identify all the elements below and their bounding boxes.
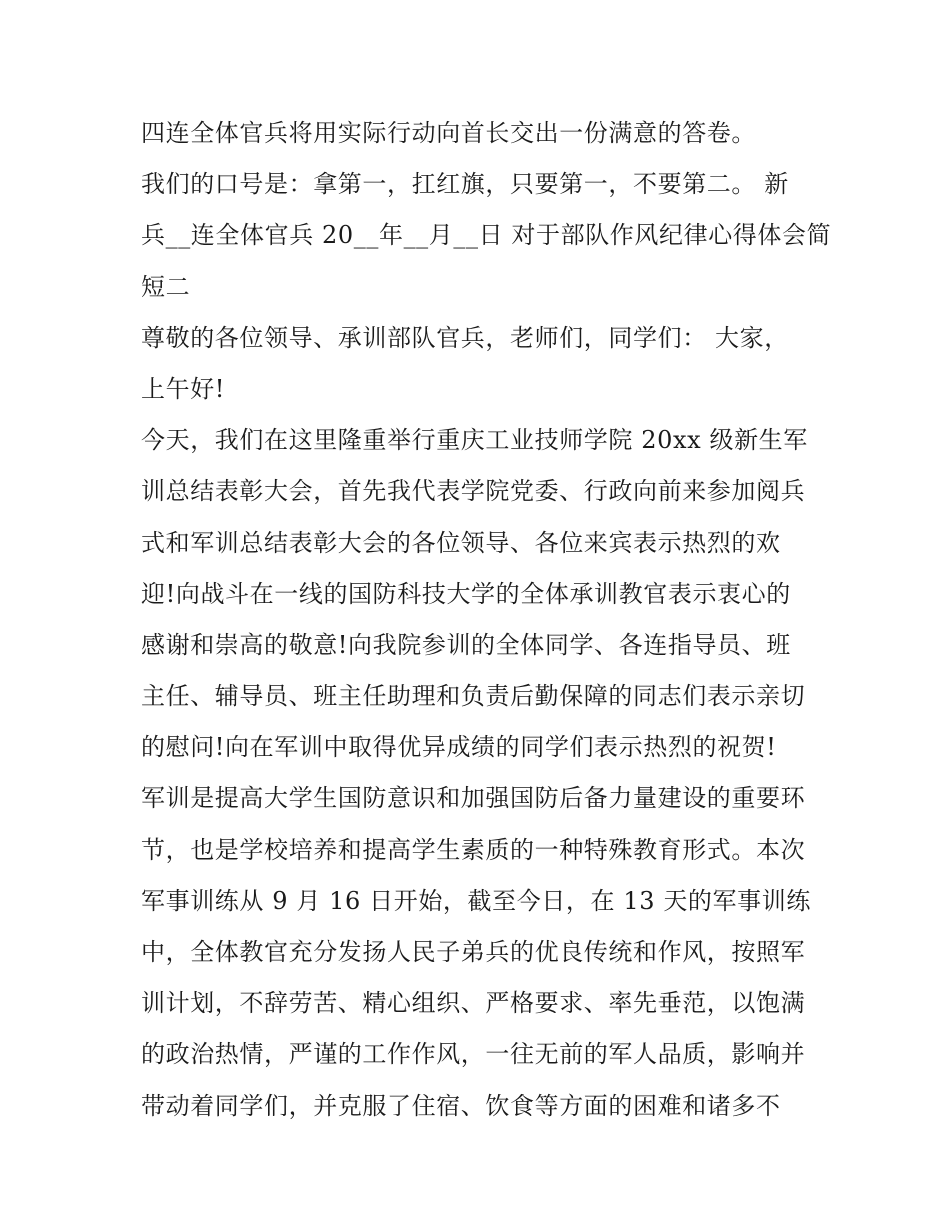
text-line: 短二 (141, 272, 191, 301)
text-line: 军训是提高大学生国防意识和加强国防后备力量建设的重要环 (141, 784, 806, 813)
text-line: 迎!向战斗在一线的国防科技大学的全体承训教官表示衷心的 (141, 579, 791, 608)
text-line: 主任、辅导员、班主任助理和负责后勤保障的同志们表示亲切 (141, 682, 806, 711)
text-line: 的慰问!向在军训中取得优异成绩的同学们表示热烈的祝贺! (141, 733, 777, 762)
text-line: 节，也是学校培养和提高学生素质的一种特殊教育形式。本次 (141, 835, 806, 864)
text-line: 上午好! (141, 374, 226, 403)
text-line: 训总结表彰大会，首先我代表学院党委、行政向前来参加阅兵 (141, 477, 806, 506)
document-body (141, 108, 832, 1132)
text-line: 我们的口号是：拿第一，扛红旗，只要第一，不要第二。 新 (141, 170, 789, 199)
text-line: 兵__连全体官兵 20__年__月__日 对于部队作风纪律心得体会简 (141, 221, 832, 250)
text-line: 的政治热情，严谨的工作作风，一往无前的军人品质，影响并 (141, 1040, 806, 1069)
text-line: 感谢和崇高的敬意!向我院参训的全体同学、各连指导员、班 (141, 630, 791, 659)
text-line: 今天，我们在这里隆重举行重庆工业技师学院 20xx 级新生军 (141, 426, 808, 455)
text-line: 训计划，不辞劳苦、精心组织、严格要求、率先垂范，以饱满 (141, 989, 806, 1018)
text-line: 带动着同学们，并克服了住宿、饮食等方面的困难和诸多不 (141, 1091, 781, 1120)
text-line: 尊敬的各位领导、承训部队官兵，老师们，同学们： 大家， (141, 323, 789, 352)
text-line: 中，全体教官充分发扬人民子弟兵的优良传统和作风，按照军 (141, 938, 806, 966)
text-line: 军事训练从 9 月 16 日开始，截至今日，在 13 天的军事训练 (141, 886, 811, 915)
text-line: 四连全体官兵将用实际行动向首长交出一份满意的答卷。 (141, 119, 756, 147)
text-line: 式和军训总结表彰大会的各位领导、各位来宾表示热烈的欢 (141, 528, 781, 557)
